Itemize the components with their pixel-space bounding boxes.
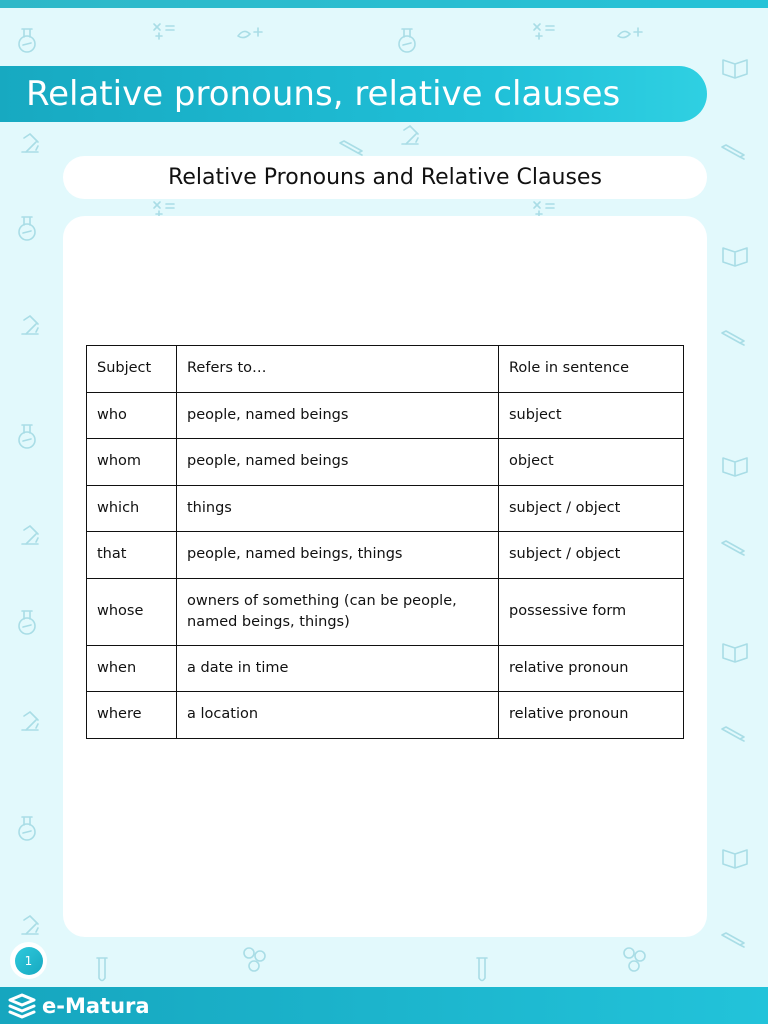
e-matura-logo-icon bbox=[6, 992, 38, 1020]
test-tube-icon bbox=[97, 958, 487, 981]
page-number-badge bbox=[10, 942, 47, 979]
refers-to-cell: people, named beings bbox=[177, 392, 499, 439]
refers-to-cell: people, named beings, things bbox=[177, 532, 499, 579]
refers-to-cell: people, named beings bbox=[177, 439, 499, 486]
table-row bbox=[87, 439, 684, 486]
refers-to-cell: a location bbox=[177, 692, 499, 739]
top-accent-strip bbox=[0, 0, 768, 8]
pronoun-cell: whose bbox=[87, 578, 177, 645]
page-title: Relative pronouns, relative clauses bbox=[26, 74, 621, 114]
refers-to-cell: things bbox=[177, 485, 499, 532]
table-row bbox=[87, 692, 684, 739]
role-cell: relative pronoun bbox=[499, 645, 684, 692]
table-row bbox=[87, 392, 684, 439]
table-row bbox=[87, 532, 684, 579]
role-cell: possessive form bbox=[499, 578, 684, 645]
pronoun-cell: which bbox=[87, 485, 177, 532]
pronoun-cell: when bbox=[87, 645, 177, 692]
header-cell: Role in sentence bbox=[499, 346, 684, 393]
section-heading-box bbox=[63, 156, 707, 199]
title-banner bbox=[0, 66, 707, 122]
pronoun-cell: where bbox=[87, 692, 177, 739]
pronoun-cell: whom bbox=[87, 439, 177, 486]
pronoun-cell: that bbox=[87, 532, 177, 579]
brand-name: e-Matura bbox=[42, 994, 150, 1018]
role-cell: subject / object bbox=[499, 532, 684, 579]
page-number: 1 bbox=[15, 947, 43, 975]
molecule-icon bbox=[244, 948, 645, 971]
table-row bbox=[87, 485, 684, 532]
role-cell: object bbox=[499, 439, 684, 486]
footer-bar bbox=[0, 987, 768, 1024]
book-icon bbox=[723, 60, 747, 868]
refers-to-cell: owners of something (can be people, named beings, things) bbox=[177, 578, 499, 645]
table-header-row bbox=[87, 346, 684, 393]
header-cell: Refers to… bbox=[177, 346, 499, 393]
relative-pronouns-table bbox=[86, 345, 684, 739]
brand-logo bbox=[6, 992, 150, 1020]
role-cell: subject bbox=[499, 392, 684, 439]
pronoun-cell: who bbox=[87, 392, 177, 439]
role-cell: subject / object bbox=[499, 485, 684, 532]
header-cell: Subject bbox=[87, 346, 177, 393]
section-title: Relative Pronouns and Relative Clauses bbox=[168, 165, 602, 190]
content-card bbox=[63, 216, 707, 937]
role-cell: relative pronoun bbox=[499, 692, 684, 739]
table-row bbox=[87, 645, 684, 692]
refers-to-cell: a date in time bbox=[177, 645, 499, 692]
e-plus-doodle bbox=[238, 28, 642, 38]
table-row bbox=[87, 578, 684, 645]
